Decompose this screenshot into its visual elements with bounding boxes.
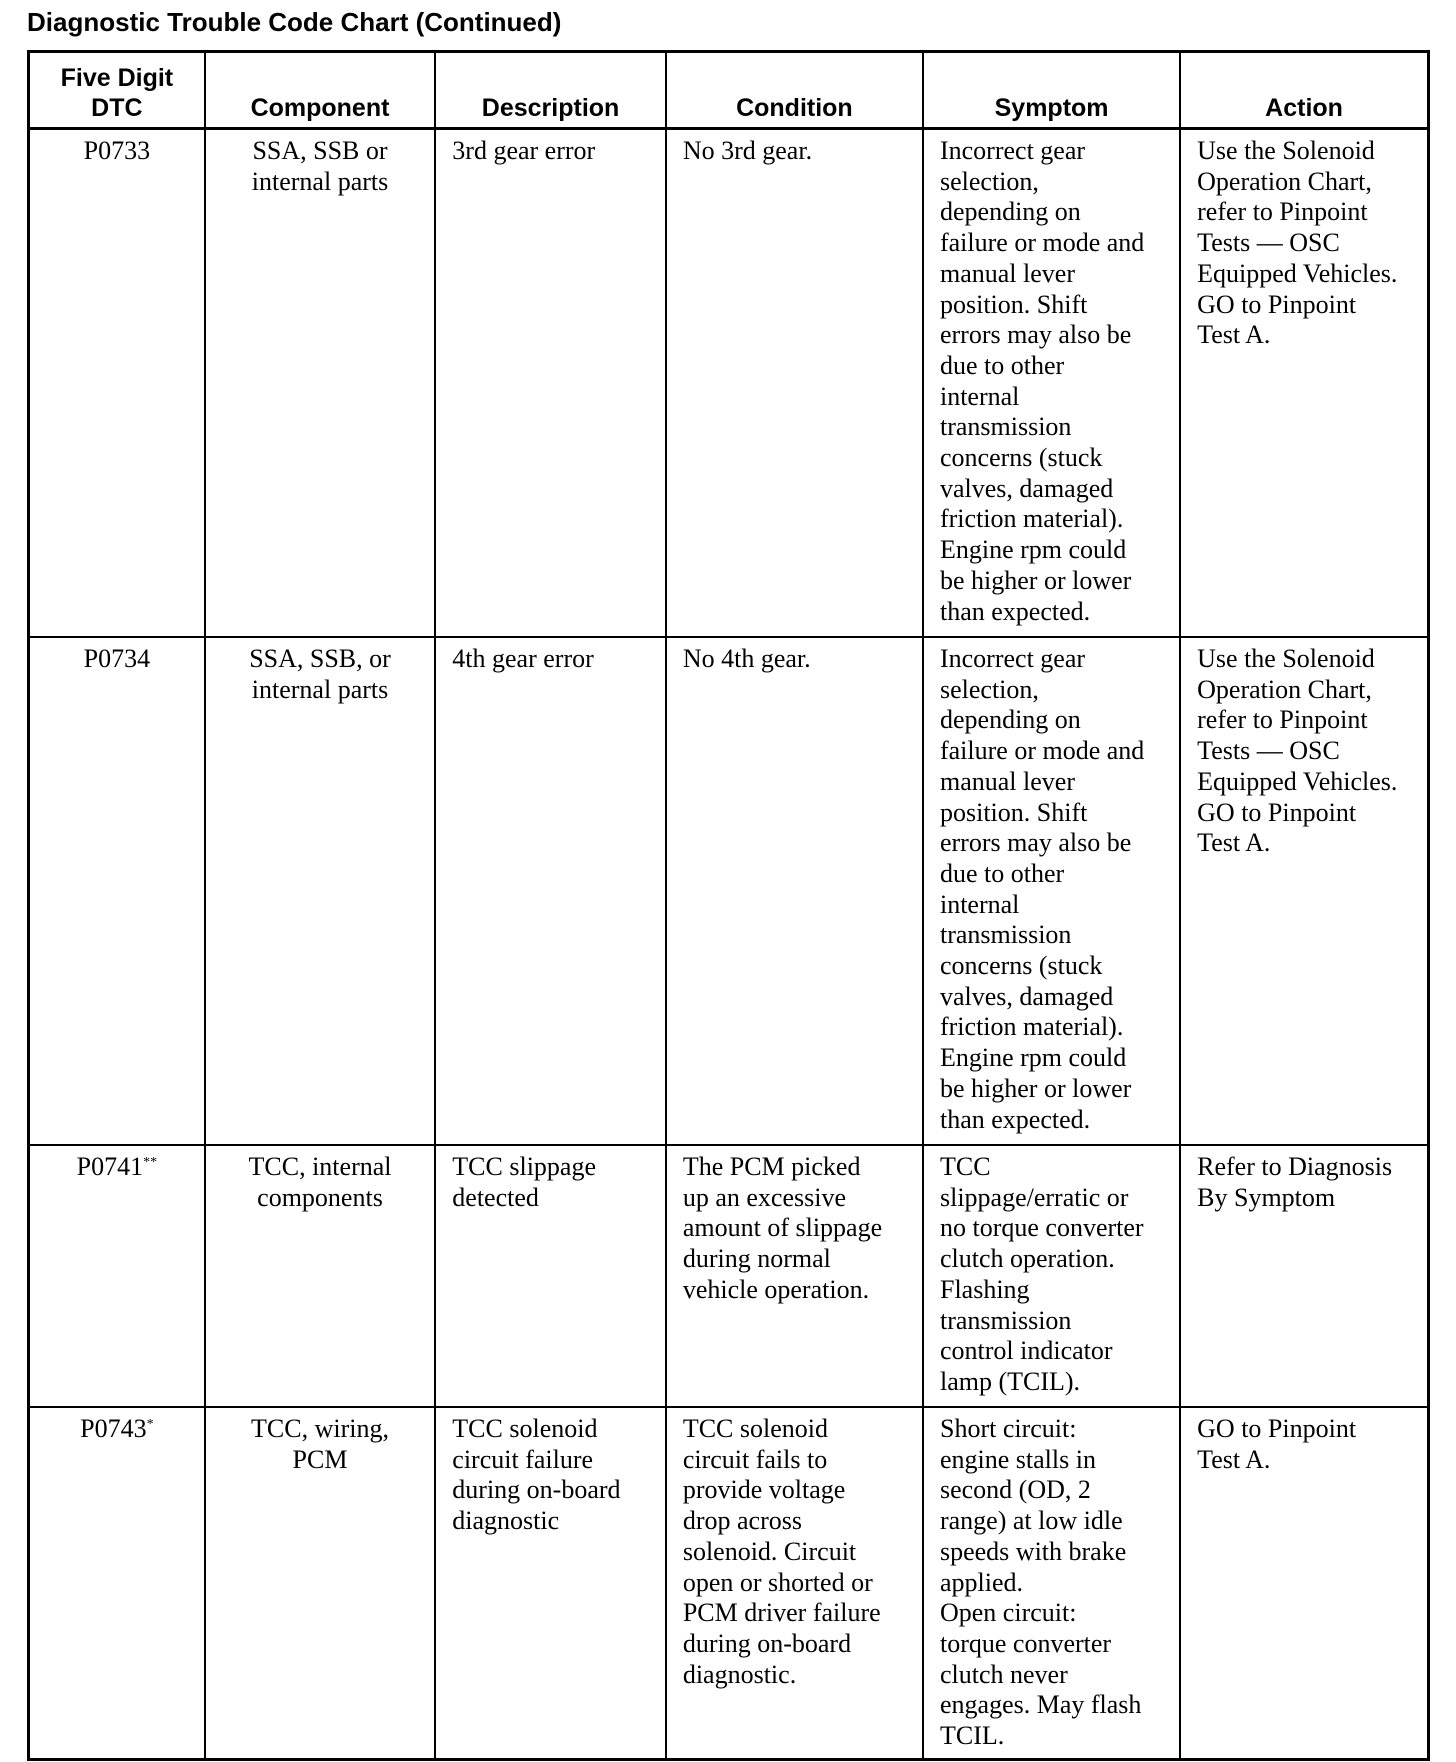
dtc-code: P0743 <box>80 1414 147 1443</box>
component-cell: SSA, SSB or internal parts <box>205 129 436 638</box>
symptom-cell: Incorrect gear selection, depending on failure or mode and manual lever position. Shift errors may also be due to other internal transmission concerns (stuck valves, damaged friction material). Engine rpm could be higher or lower than expected. <box>923 129 1180 638</box>
action-cell: Refer to Diagnosis By Symptom <box>1180 1145 1428 1407</box>
page-title: Diagnostic Trouble Code Chart (Continued) <box>27 7 562 37</box>
description-cell: 4th gear error <box>435 637 666 1145</box>
description-cell: 3rd gear error <box>435 129 666 638</box>
action-cell: GO to Pinpoint Test A. <box>1180 1407 1428 1760</box>
header-component: Component <box>205 52 436 129</box>
component-cell: TCC, wiring, PCM <box>205 1407 436 1760</box>
condition-cell: No 3rd gear. <box>666 129 923 638</box>
header-five-digit-dtc: Five Digit DTC <box>29 52 205 129</box>
dtc-code: P0734 <box>83 644 151 673</box>
condition-cell: No 4th gear. <box>666 637 923 1145</box>
dtc-code-cell <box>29 129 205 638</box>
table-row <box>29 129 1429 638</box>
description-cell: TCC solenoid circuit failure during on-board diagnostic <box>435 1407 666 1760</box>
dtc-code-cell <box>29 637 205 1145</box>
table-row <box>29 637 1429 1145</box>
table-row <box>29 1145 1429 1407</box>
component-cell: TCC, internal components <box>205 1145 436 1407</box>
dtc-code-cell <box>29 1145 205 1407</box>
table-header-row <box>29 52 1429 129</box>
header-symptom: Symptom <box>923 52 1180 129</box>
symptom-cell: Incorrect gear selection, depending on failure or mode and manual lever position. Shift errors may also be due to other internal transmission concerns (stuck valves, damaged friction material). Engine rpm could be higher or lower than expected. <box>923 637 1180 1145</box>
component-cell: SSA, SSB, or internal parts <box>205 637 436 1145</box>
dtc-chart-table <box>27 50 1430 1761</box>
condition-cell: The PCM picked up an excessive amount of slippage during normal vehicle operation. <box>666 1145 923 1407</box>
dtc-code-cell <box>29 1407 205 1760</box>
dtc-footnote-mark: ** <box>143 1155 158 1170</box>
description-cell: TCC slippage detected <box>435 1145 666 1407</box>
dtc-footnote-mark: * <box>146 1417 154 1432</box>
action-cell: Use the Solenoid Operation Chart, refer to Pinpoint Tests — OSC Equipped Vehicles. GO to Pinpoint Test A. <box>1180 129 1428 638</box>
table-row <box>29 1407 1429 1760</box>
condition-cell: TCC solenoid circuit fails to provide voltage drop across solenoid. Circuit open or shorted or PCM driver failure during on-board diagnostic. <box>666 1407 923 1760</box>
header-action: Action <box>1180 52 1428 129</box>
action-cell: Use the Solenoid Operation Chart, refer to Pinpoint Tests — OSC Equipped Vehicles. GO to Pinpoint Test A. <box>1180 637 1428 1145</box>
header-condition: Condition <box>666 52 923 129</box>
symptom-cell: Short circuit: engine stalls in second (OD, 2 range) at low idle speeds with brake applied. Open circuit: torque converter clutch never engages. May flash TCIL. <box>923 1407 1180 1760</box>
dtc-code: P0741 <box>76 1152 144 1181</box>
dtc-code: P0733 <box>83 136 151 165</box>
header-description: Description <box>435 52 666 129</box>
symptom-cell: TCC slippage/erratic or no torque converter clutch operation. Flashing transmission control indicator lamp (TCIL). <box>923 1145 1180 1407</box>
